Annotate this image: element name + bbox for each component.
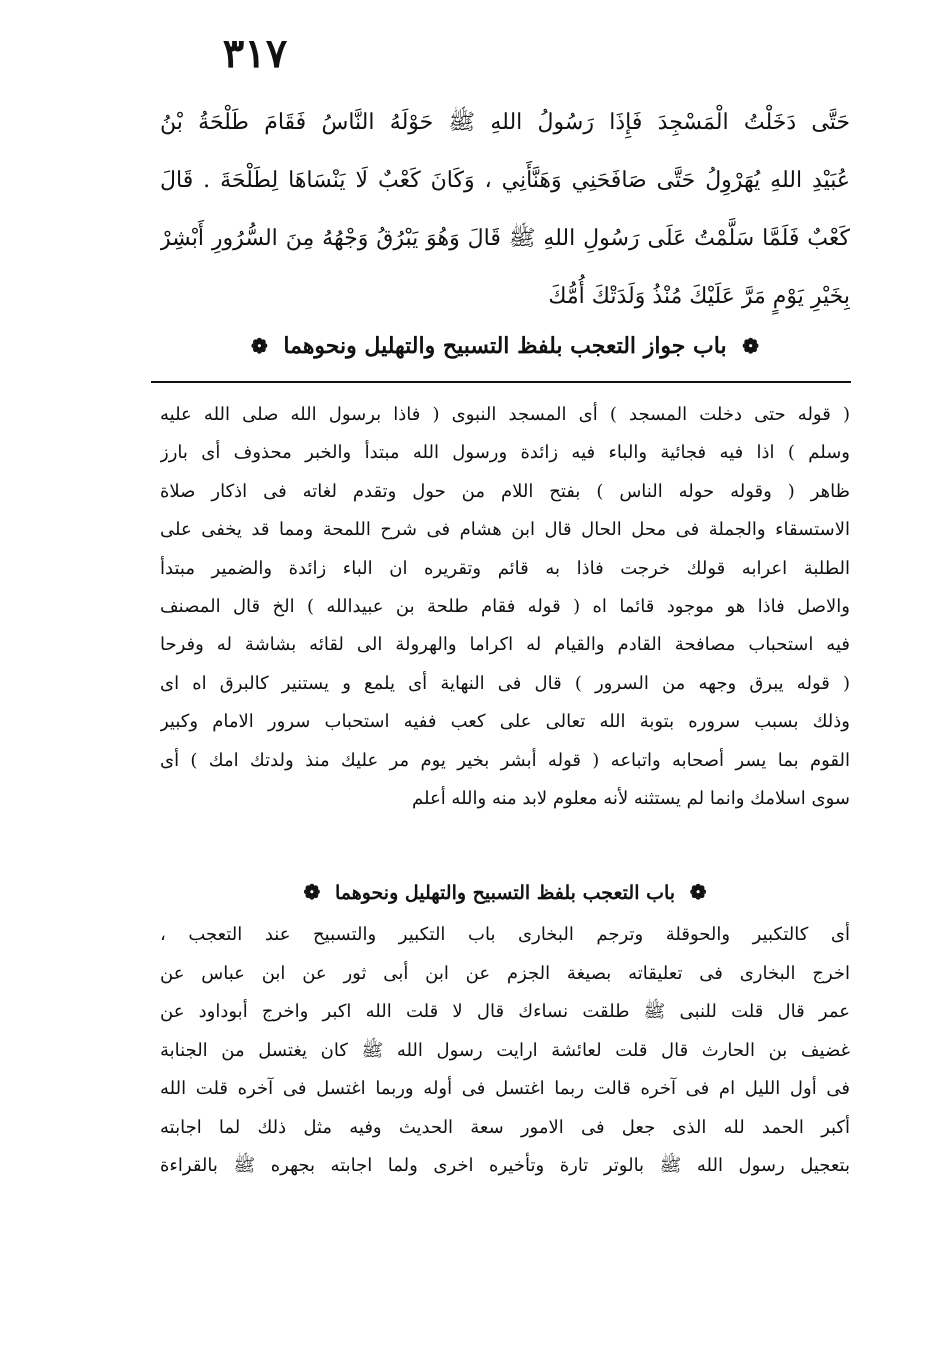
ornament-left-icon: ❁ — [250, 334, 268, 358]
commentary-line: الطلبة اعرابه قولك خرجت فاذا به قائم وتقريره ان الباء زائدة والضمير مبتدأ — [160, 557, 850, 579]
commentary-line: ظاهر ( وقوله حوله الناس ) بفتح اللام من حول وتقدم لغاته فى اذكار صلاة — [160, 480, 850, 502]
ornament-right-icon: ❁ — [742, 334, 760, 358]
page-number: ٣١٧ — [222, 30, 288, 77]
commentary-line: وسلم ) اذا فيه فجائية والباء فيه زائدة ورسول الله مبتدأ والخبر محذوف أى بارز — [160, 442, 850, 464]
chapter-heading — [160, 324, 850, 368]
commentary-block — [160, 396, 850, 818]
commentary-line: غضيف بن الحارث قال قلت لعائشة ارايت رسول الله ﷺ كان يغتسل من الجنابة — [160, 1039, 850, 1061]
commentary-block-2 — [160, 916, 850, 1186]
commentary-line: أى كالتكبير والحوقلة وترجم البخارى باب التكبير والتسبيح عند التعجب ، — [160, 924, 850, 945]
commentary-line: والاصل فاذا هو موجود قائما اه ( قوله فقام طلحة بن عبيدالله ) الخ قال المصنف — [160, 595, 850, 617]
main-text-line: حَتَّى دَخَلْتُ الْمَسْجِدَ فَإِذَا رَسُولُ اللهِ ﷺ حَوْلَهُ النَّاسُ فَقَامَ طَلْحَةُ بْنُ — [160, 110, 850, 135]
commentary-line: فيه استحباب مصافحة القادم والقيام له اكراما والهرولة الى لقائه بشاشة له وفرحا — [160, 634, 850, 656]
commentary-line: فى أول الليل ام فى آخره قالت ربما اغتسل فى أوله وربما اغتسل فى آخره قلت الله — [160, 1078, 850, 1099]
commentary-line: ( قوله يبرق وجهه من السرور ) قال فى النهاية أى يلمع و يستنير كالبرق اه اى — [160, 672, 850, 694]
main-text-line: بِخَيْرِ يَوْمٍ مَرَّ عَلَيْكَ مُنْذُ وَلَدَتْكَ أُمُّكَ — [548, 284, 850, 309]
commentary-line: الاستسقاء والجملة فى محل الحال قال ابن هشام فى شرح اللمحة ومما قد يخفى على — [160, 519, 850, 541]
commentary-heading — [160, 873, 850, 911]
commentary-line: أكبر الحمد لله الذى جعل فى الامور سعة الحديث وفيه مثل ذلك لما اجابته — [160, 1116, 850, 1138]
main-text-line: كَعْبٌ فَلَمَّا سَلَّمْتُ عَلَى رَسُولِ اللهِ ﷺ قَالَ وَهُوَ يَبْرُقُ وَجْهُهُ مِنَ السُّرُورِ أَبْشِرْ — [160, 226, 850, 251]
commentary-line: وذلك بسبب سروره بتوبة الله تعالى على كعب ففيه استحباب سرور الامام وكبير — [160, 711, 850, 733]
commentary-line: ( قوله حتى دخلت المسجد ) أى المسجد النبوى ( فاذا برسول الله صلى الله عليه — [160, 404, 850, 425]
commentary-line: سوى اسلامك وانما لم يستثنه لأنه معلوم لابد منه والله أعلم — [412, 787, 850, 809]
commentary-line: بتعجيل رسول الله ﷺ بالوتر تارة وتأخيره اخرى ولما اجابته بجهره ﷺ بالقراءة — [160, 1155, 850, 1176]
chapter-heading-text: باب جواز التعجب بلفظ التسبيح والتهليل ونحوهما — [283, 333, 727, 359]
commentary-line: عمر قال قلت للنبى ﷺ طلقت نساءك قال لا قلت الله اكبر واخرج أبوداود عن — [160, 1001, 850, 1022]
commentary-heading-text: باب التعجب بلفظ التسبيح والتهليل ونحوهما — [334, 882, 676, 904]
main-text-line: عُبَيْدِ اللهِ يُهَرْوِلُ حَتَّى صَافَحَنِي وَهَنَّأَنِي ، وَكَانَ كَعْبٌ لَا يَنْسَاهَا لِطَلْحَةَ . قَالَ — [160, 168, 850, 193]
commentary-line: اخرج البخارى فى تعليقاته بصيغة الجزم عن ابن أبى ثور عن ابن عباس عن — [160, 962, 850, 984]
section-divider — [151, 381, 851, 383]
ornament-left-icon: ❁ — [303, 880, 321, 904]
commentary-line: القوم بما يسر أصحابه واتباعه ( قوله أبشر بخير يوم مر عليك منذ ولدتك امك ) أى — [160, 749, 850, 771]
ornament-right-icon: ❁ — [689, 880, 707, 904]
main-text-block — [160, 94, 850, 326]
